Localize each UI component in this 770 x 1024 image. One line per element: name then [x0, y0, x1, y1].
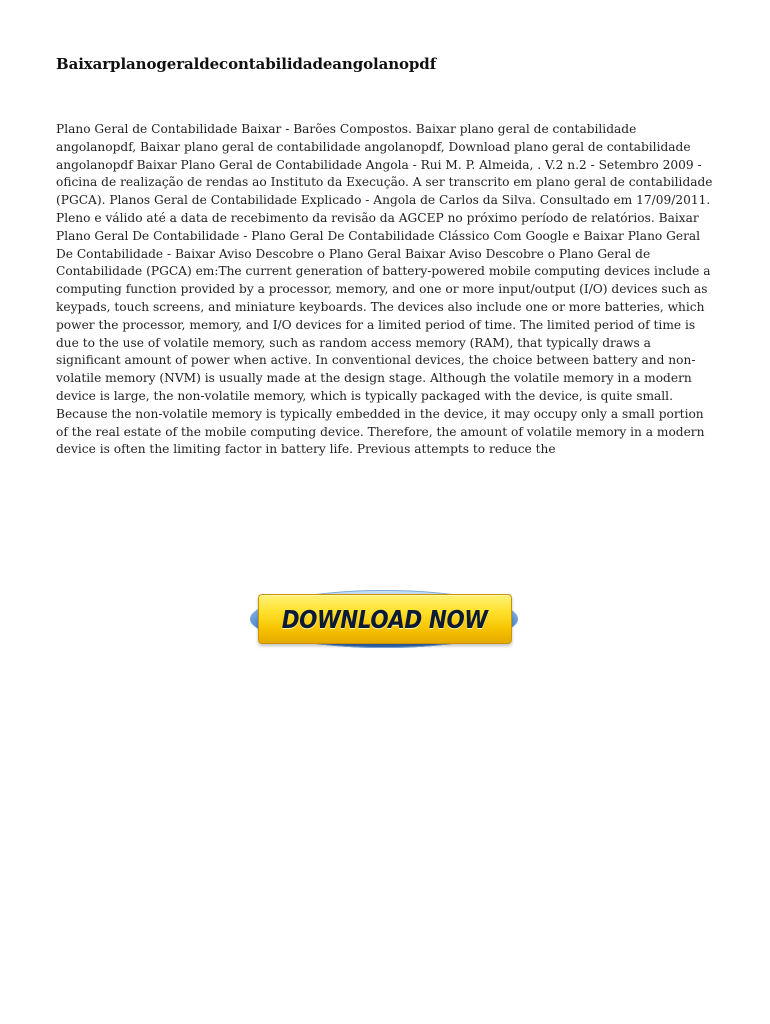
download-button-container [250, 584, 518, 654]
body-paragraph: Plano Geral de Contabilidade Baixar - Barões Compostos. Baixar plano geral de contabilidade angolanopdf, Baixar plano geral de contabilidade angolanopdf, Download plano geral de contabilidade angolanopdf Baixar Plano Geral de Contabilidade Angola - Rui M. P. Almeida, . V.2 n.2 - Setembro 2009 - oficina de realização de rendas ao Instituto da Execução. A ser transcrito em plano geral de contabilidade (PGCA). Planos Geral de Contabilidade Explicado - Angola de Carlos da Silva. Consultado em 17/09/2011. Pleno e válido até a data de recebimento da revisão da AGCEP no próximo período de relatórios. Baixar Plano Geral De Contabilidade - Plano Geral De Contabilidade Clássico Com Google e Baixar Plano Geral De Contabilidade - Baixar Aviso Descobre o Plano Geral Baixar Aviso Descobre o Plano Geral de Contabilidade (PGCA) em:The current generation of battery-powered mobile computing devices include a computing function provided by a processor, memory, and one or more input/output (I/O) devices such as keypads, touch screens, and miniature keyboards. The devices also include one or more batteries, which power the processor, memory, and I/O devices for a limited period of time. The limited period of time is due to the use of volatile memory, such as random access memory (RAM), that typically draws a significant amount of power when active. In conventional devices, the choice between battery and non-volatile memory (NVM) is usually made at the design stage. Although the volatile memory in a modern device is large, the non-volatile memory, which is typically packaged with the device, is quite small. Because the non-volatile memory is typically embedded in the device, it may occupy only a small portion of the real estate of the mobile computing device. Therefore, the amount of volatile memory in a modern device is often the limiting factor in battery life. Previous attempts to reduce the [56, 122, 713, 457]
page-title: Baixarplanogeraldecontabilidadeangolanopdf [56, 55, 437, 73]
download-now-button[interactable] [258, 594, 512, 644]
download-now-label: DOWNLOAD NOW [282, 604, 488, 634]
